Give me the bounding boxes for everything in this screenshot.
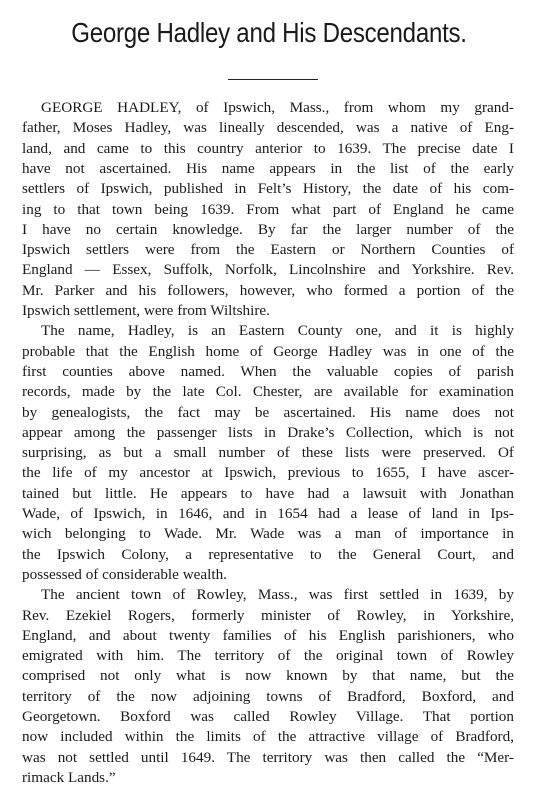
text-line: possessed of considerable wealth. [22,565,227,583]
text-line: rimack Lands.” [22,768,116,786]
text-line: tained but little. He appears to have had a lawsuit with Jonathan [22,484,514,502]
text-line: wich belonging to Wade. Mr. Wade was a man of importance in [22,525,514,543]
text-line: settlers of Ipswich, published in Felt’s History, the date of his com- [22,180,514,198]
text-line: I have no certain knowledge. By far the larger number of the [22,220,514,238]
text-line: The name, Hadley, is an Eastern County one, and it is highly [41,322,514,340]
text-line: Ipswich settlers were from the Eastern or Northern Counties of [22,241,514,259]
text-line: now included within the limits of the attractive village of Bradford, [22,728,514,746]
text-line: father, Moses Hadley, was lineally descended, was a native of Eng- [22,119,514,137]
text-line: was not settled until 1649. The territory was then called the “Mer- [22,748,514,766]
text-line: England, and about twenty families of his English parishioners, who [22,626,514,644]
text-line: Ipswich settlement, were from Wiltshire. [22,302,270,319]
text-line: surprising, as but a small number of these lists were preserved. Of [22,444,514,462]
text-line: ing to that town being 1639. From what part of England he came [22,200,514,218]
text-line: territory of the now adjoining towns of Bradford, Boxford, and [22,687,514,705]
page-title: George Hadley and His Descendants. [71,17,467,48]
text-line: comprised not only what is now known by that name, but the [22,667,514,685]
text-line: records, made by the late Col. Chester, are available for examination [22,383,514,401]
text-line: Mr. Parker and his followers, however, who formed a portion of the [22,281,514,299]
text-line: by genealogists, the fact may be ascertained. His name does not [22,403,514,421]
text-line: first counties above named. When the valuable copies of parish [22,362,514,380]
text-line: GEORGE HADLEY, of Ipswich, Mass., from whom my grand- [41,99,514,116]
text-line: The ancient town of Rowley, Mass., was first settled in 1639, by [41,586,514,604]
text-line: Georgetown. Boxford was called Rowley Village. That portion [22,708,514,725]
text-line: emigrated with him. The territory of the original town of Rowley [22,647,514,665]
title-divider [228,79,318,80]
text-line: probable that the English home of George Hadley was in one of the [22,342,514,360]
text-line: Rev. Ezekiel Rogers, formerly minister of Rowley, in Yorkshire, [22,606,514,624]
text-line: the Ipswich Colony, a representative to the General Court, and [22,545,514,563]
text-line: the life of my ancestor at Ipswich, previous to 1655, I have ascer- [22,464,514,482]
text-line: Wade, of Ipswich, in 1646, and in 1654 had a lease of land in Ips- [22,505,514,522]
text-line: land, and came to this country anterior to 1639. The precise date I [22,139,514,157]
text-line: England — Essex, Suffolk, Norfolk, Lincolnshire and Yorkshire. Rev. [22,261,514,279]
text-line: appear among the passenger lists in Drake’s Collection, which is not [22,423,514,441]
text-line: have not ascertained. His name appears in the list of the early [22,159,514,177]
